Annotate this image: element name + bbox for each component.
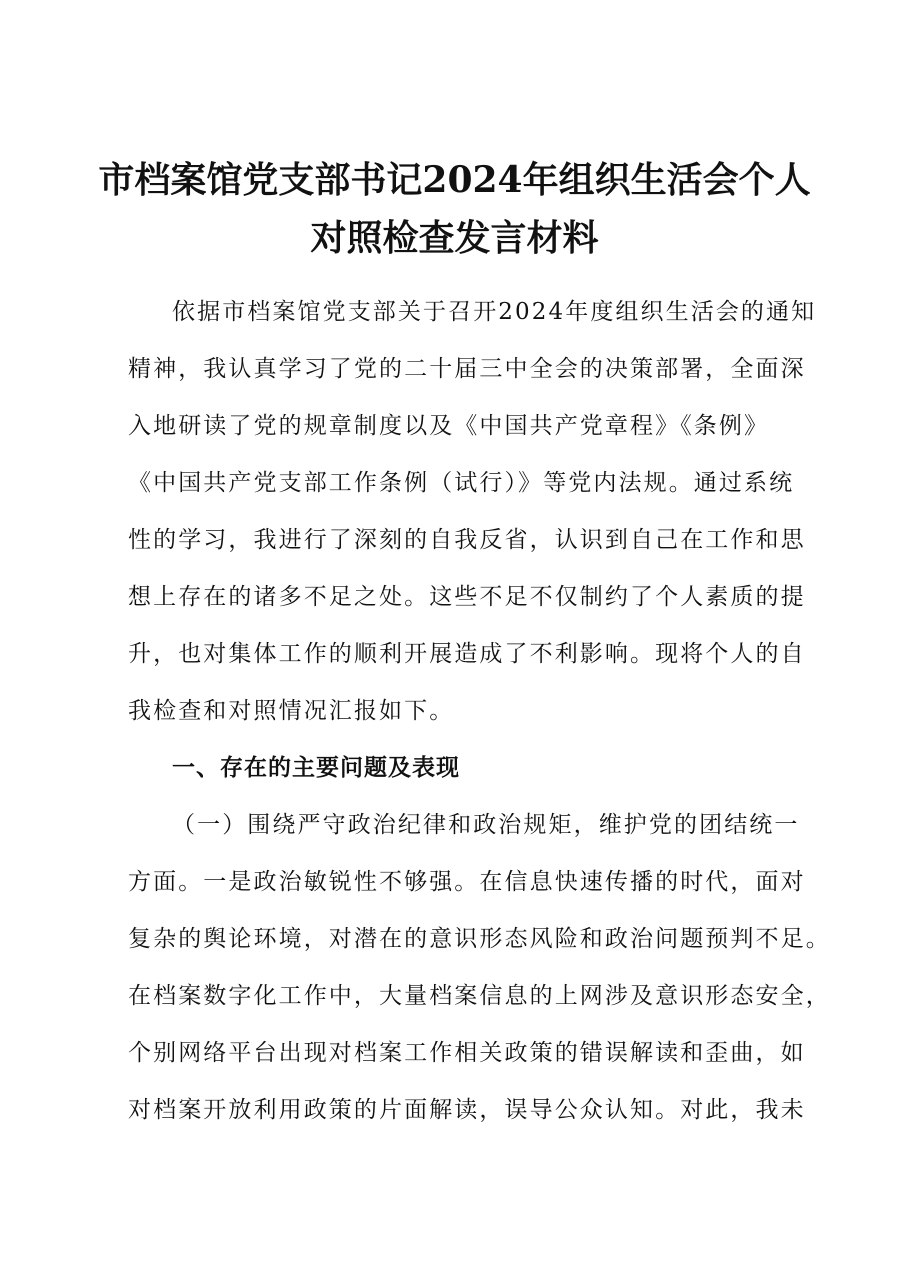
document-title-line-1: 市档案馆党支部书记2024年组织生活会个人 [98,159,811,201]
section-line-1: （一）围绕严守政治纪律和政治规矩，维护党的团结统一 [172,812,800,838]
document-title-line-2: 对照检查发言材料 [310,217,599,259]
section-heading: 一、存在的主要问题及表现 [172,755,460,781]
intro-line-7: 升，也对集体工作的顺利开展造成了不利影响。现将个人的自 [128,641,806,667]
intro-line-5: 性的学习，我进行了深刻的自我反省，认识到自己在工作和思 [128,527,806,553]
intro-line-6: 想上存在的诸多不足之处。这些不足不仅制约了个人素质的提 [128,584,806,610]
section-line-5: 个别网络平台出现对档案工作相关政策的错误解读和歪曲，如 [128,1040,806,1066]
section-line-4: 在档案数字化工作中，大量档案信息的上网涉及意识形态安全， [128,983,831,1009]
intro-line-1: 依据市档案馆党支部关于召开2024年度组织生活会的通知 [172,299,817,325]
intro-line-4: 《中国共产党支部工作条例（试行）》等党内法规。通过系统 [128,470,795,496]
section-line-2: 方面。一是政治敏锐性不够强。在信息快速传播的时代，面对 [128,869,806,895]
intro-line-8: 我检查和对照情况汇报如下。 [128,698,455,724]
intro-line-3: 入地研读了党的规章制度以及《中国共产党章程》《条例》 [128,413,770,439]
intro-line-2: 精神，我认真学习了党的二十届三中全会的决策部署，全面深 [128,356,806,382]
section-line-3: 复杂的舆论环境，对潜在的意识形态风险和政治问题预判不足。 [128,926,831,952]
section-line-6: 对档案开放利用政策的片面解读，误导公众认知。对此，我未 [128,1097,806,1123]
